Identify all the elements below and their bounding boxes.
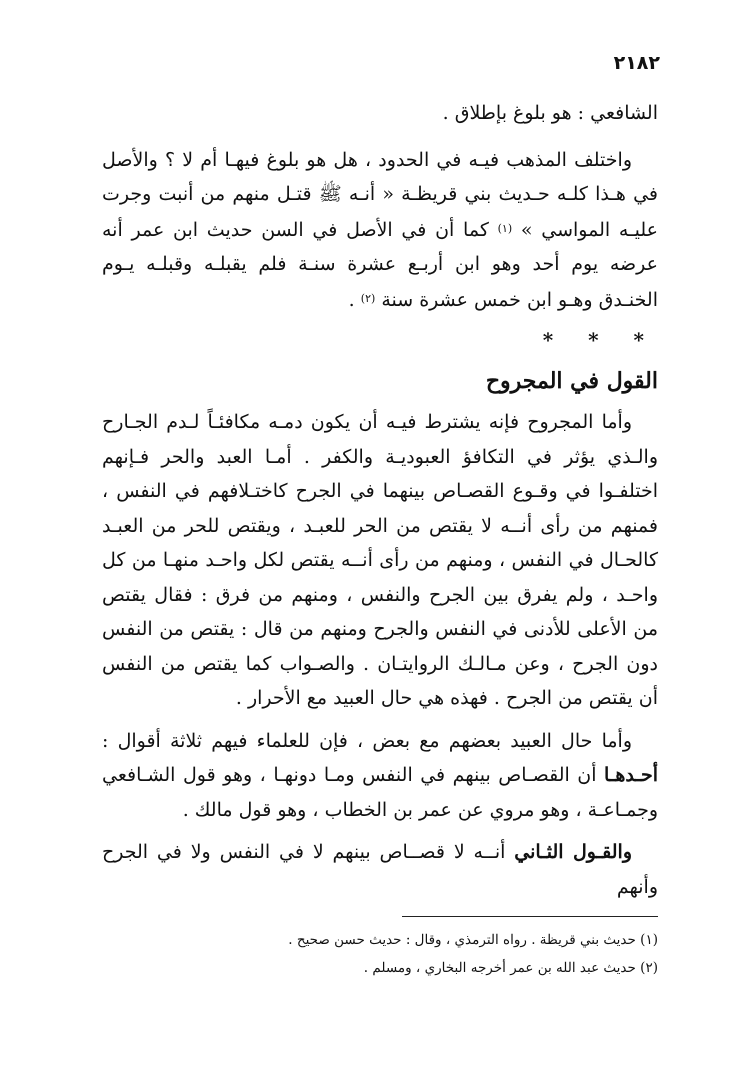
- paragraph-hadith-text-b: كما أن في الأصل في السن حديث ابن عمر أنه عرضه يوم أحد وهو ابن أربـع عشرة سنـة فلم يقبلـه وقبلـه يـوم الخنـدق وهـو ابن خمس عشرة سنة: [102, 218, 658, 311]
- first-opinion-label: أحـدهـا: [604, 764, 658, 786]
- paragraph-second-opinion-text: أنــه لا قصــاص بينهم لا في النفس ولا في الجرح وأنهم: [102, 841, 658, 898]
- intro-line: الشافعي : هو بلوغ بإطلاق .: [442, 102, 658, 124]
- main-text: [102, 96, 658, 904]
- paragraph-hadith-text-a: واختلف المذهب فيـه في الحدود ، هل هو بلوغ فيهـا أم لا ؟ والأصل في هـذا كلـه حـديث بني قريظـة « أنـه ﷺ قتـل منهم من أنبت وجرت عليـه المواسي »: [102, 148, 659, 241]
- second-opinion-label: والقـول الثـاني: [514, 841, 632, 863]
- footnote-marker: (٢): [640, 960, 658, 976]
- page-number: ٢١٨٢: [613, 52, 660, 74]
- paragraph-slaves: [102, 724, 658, 828]
- footnotes: [102, 926, 658, 982]
- spacer: [102, 131, 658, 143]
- footnote-text: حديث عبد الله بن عمر أخرجه البخاري ، ومسلم .: [363, 960, 636, 976]
- footnote-ref-2: (٢): [360, 291, 376, 305]
- paragraph-slaves-text-b: أن القصـاص بينهم في النفس ومـا دونهـا ، وهو قول الشـافعي وجمـاعـة ، وهو مروي عن عمر بن الخطاب ، وهو قول مالك .: [102, 764, 658, 821]
- paragraph-wounded: وأما المجروح فإنه يشترط فيـه أن يكون دمـه مكافئـاً لـدم الجـارح والـذي يؤثر في التكافؤ العبوديـة والكفر . أمـا العبد والحر فـإنهم اختلفـوا في وقـوع القصـاص بينهما في الجرح كاختـلافهم في النفس ، فمنهم من رأى أنــه لا يقتص من الحر للعبـد ، ويقتص للحر من العبـد كالحـال في النفس ، ومنهم من رأى أنــه يقتص لكل واحـد منهـا من كل واحـد ، ولم يفرق بين الجرح والنفس ، ومنهم من فرق : فقال يقتص من الأعلى للأدنى في النفس والجرح ومنهم من قال : يقتص من النفس دون الجرح ، وعن مـالـك الروايتـان . والصـواب كما يقتص من النفس أن يقتص من الجرح . فهذه هي حال العبيد مع الأحرار .: [102, 411, 658, 709]
- section-title: القول في المجروح: [485, 368, 658, 394]
- footnote-1: [102, 926, 658, 954]
- section-separator: * * *: [542, 328, 658, 352]
- footnote-text: حديث بني قريظة . رواه الترمذي ، وقال : حديث حسن صحيح .: [288, 932, 636, 948]
- paragraph-second-opinion: [102, 835, 658, 904]
- paragraph-hadith-text-c: .: [348, 288, 361, 311]
- footnote-marker: (١): [640, 932, 658, 948]
- paragraph-slaves-text-a: وأما حال العبيد بعضهم مع بعض ، فإن للعلماء فيهم ثلاثة أقوال :: [102, 729, 632, 752]
- spacer: [102, 827, 658, 835]
- footnote-2: [102, 954, 658, 982]
- paragraph-hadith: [102, 143, 658, 318]
- footnote-ref-1: (١): [497, 221, 513, 235]
- footnote-divider: [402, 916, 658, 917]
- spacer: [102, 716, 658, 724]
